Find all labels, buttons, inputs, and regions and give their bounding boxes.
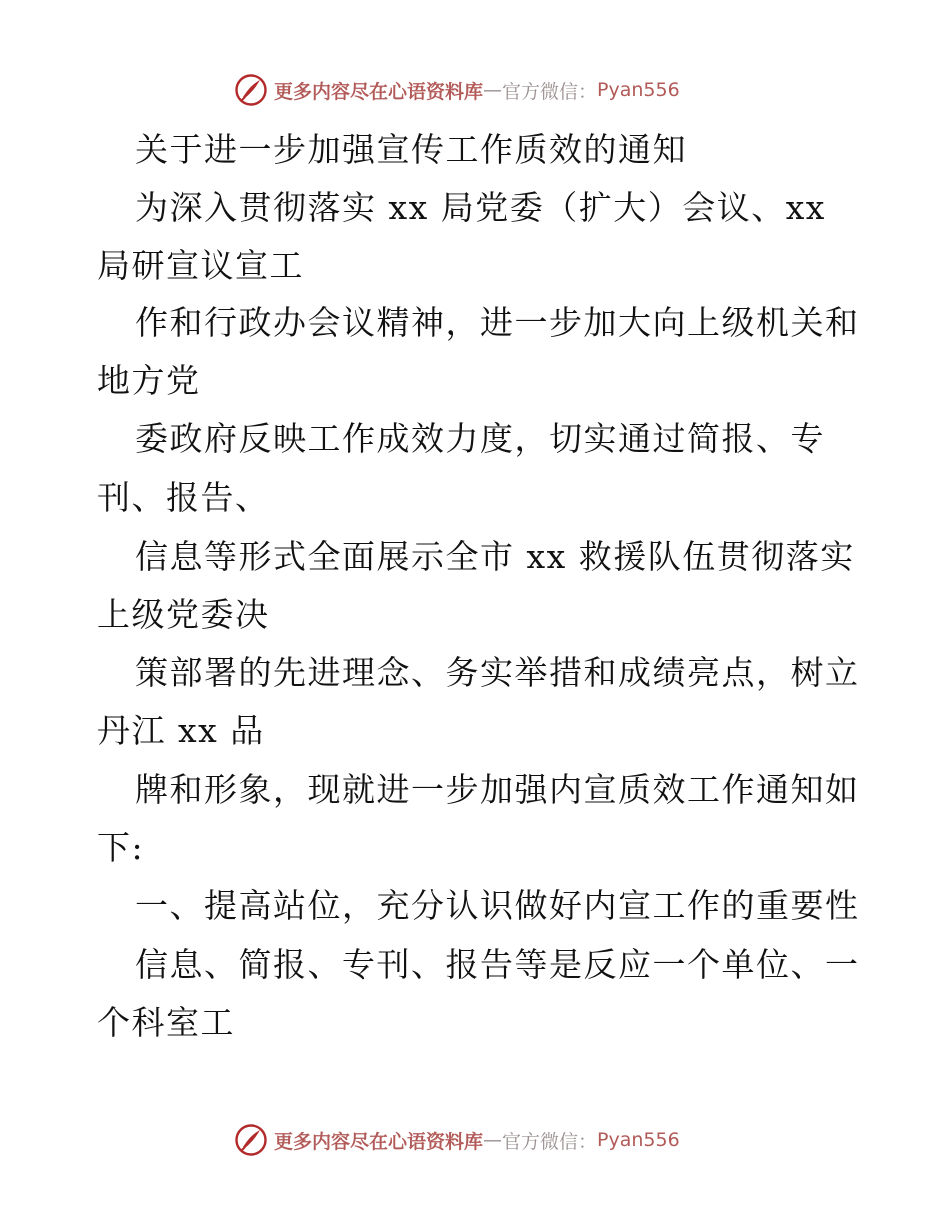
watermark-main-text: 更多内容尽在心语资料库 bbox=[274, 80, 484, 103]
body-line: 地方党 bbox=[97, 361, 201, 400]
watermark-separator: — bbox=[483, 79, 503, 101]
body-line: 个科室工 bbox=[97, 1003, 235, 1042]
body-line: 刊、报告、 bbox=[97, 478, 270, 517]
section-heading: 一、提高站位，充分认识做好内宣工作的重要性 bbox=[135, 886, 860, 925]
body-line: 牌和形象，现就进一步加强内宣质效工作通知如 bbox=[135, 770, 860, 809]
body-line: 下: bbox=[97, 828, 145, 867]
quill-pen-logo-icon bbox=[234, 1123, 268, 1157]
body-line: 策部署的先进理念、务实举措和成绩亮点，树立 bbox=[135, 653, 860, 692]
body-line: 上级党委决 bbox=[97, 595, 270, 634]
body-line: 作和行政办会议精神，进一步加大向上级机关和 bbox=[135, 303, 860, 342]
header-watermark bbox=[234, 72, 680, 108]
body-line: 信息、简报、专刊、报告等是反应一个单位、一 bbox=[135, 945, 860, 984]
body-line: 丹江 xx 品 bbox=[97, 711, 265, 750]
body-line: 信息等形式全面展示全市 xx 救援队伍贯彻落实 bbox=[135, 537, 855, 576]
watermark-separator: — bbox=[483, 1129, 503, 1151]
body-line: 为深入贯彻落实 xx 局党委（扩大）会议、xx bbox=[135, 188, 826, 227]
body-line: 委政府反映工作成效力度，切实通过简报、专 bbox=[135, 419, 825, 458]
watermark-wechat-id: Pyan556 bbox=[597, 79, 680, 101]
watermark-main-text: 更多内容尽在心语资料库 bbox=[274, 1130, 484, 1153]
footer-watermark bbox=[234, 1122, 680, 1158]
watermark-wechat-id: Pyan556 bbox=[597, 1129, 680, 1151]
document-title: 关于进一步加强宣传工作质效的通知 bbox=[135, 130, 687, 169]
watermark-wechat-label: 官方微信： bbox=[502, 80, 598, 103]
body-line: 局研宣议宣工 bbox=[97, 246, 304, 285]
quill-pen-logo-icon bbox=[234, 73, 268, 107]
watermark-wechat-label: 官方微信： bbox=[502, 1130, 598, 1153]
